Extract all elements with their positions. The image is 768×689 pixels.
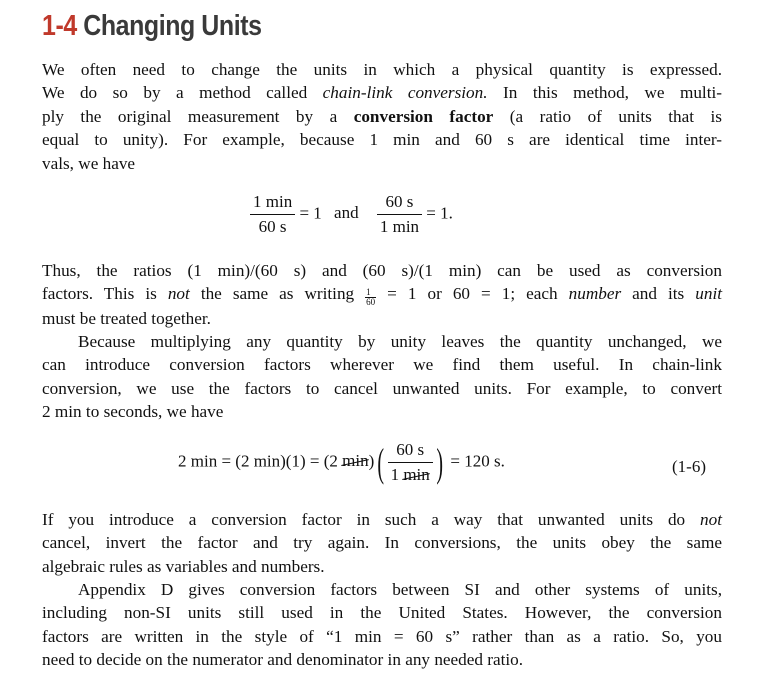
- equation-conversion: 2 min = (2 min)(1) = (2 min)( $\frac{60 s}{1 \min}$ ) = 120 s.: [178, 439, 505, 485]
- equation-and: and: [334, 203, 359, 223]
- section-title: Changing Units: [83, 10, 262, 42]
- paragraph-line: vals, we have: [42, 153, 136, 173]
- fraction-min-over-s: $\frac{1 \min}{60 s}$: [250, 192, 295, 237]
- paragraph-line: factors. This is not the same as writing $\frac{1}{60}$ = 1 or 60 = 1; each number and its unit: [42, 284, 722, 308]
- paragraph-line: factors are written in the style of “1 min = 60 s” rather than as a ratio. So, you: [42, 626, 722, 646]
- term-conversion-factor: conversion factor: [353, 106, 494, 126]
- paragraph-line: can introduce conversion factors wherever we find them useful. In chain-link: [42, 355, 722, 375]
- paragraph-line: equal to unity). For example, because 1 min and 60 s are identical time inter-: [42, 130, 722, 150]
- paragraph-appendix: [42, 578, 722, 672]
- paragraph-line: need to decide on the numerator and denominator in any needed ratio.: [42, 650, 524, 670]
- paragraph-multiplying: [42, 330, 722, 424]
- paragraph-intro: [42, 58, 722, 175]
- paragraph-line: Because multiplying any quantity by unity leaves the quantity unchanged, we: [78, 332, 722, 351]
- paragraph-line: cancel, invert the factor and try again. In conversions, the units obey the same: [42, 533, 722, 553]
- equation-ratios: $\frac{1 \min}{60 s}$ = 1 and $\frac{60 s}{1 \min}$ = 1.: [250, 192, 453, 237]
- paragraph-line: We do so by a method called chain-link conversion. In this method, we multi-: [42, 83, 722, 103]
- term-chain-link: chain-link conversion.: [322, 83, 488, 103]
- paragraph-line: If you introduce a conversion factor in such a way that unwanted units do not: [42, 510, 722, 529]
- section-number: 1-4: [42, 10, 77, 42]
- paragraph-line: ply the original measurement by a conversion factor (a ratio of units that is: [42, 106, 722, 126]
- section-heading: [42, 10, 262, 43]
- fraction-conversion: $\frac{60 s}{1 \min}$: [388, 440, 433, 485]
- paragraph-line: including non-SI units still used in the United States. However, the conversion: [42, 603, 722, 623]
- equation-label: (1-6): [672, 457, 706, 476]
- paragraph-line: algebraic rules as variables and numbers.: [42, 556, 325, 576]
- paragraph-line: must be treated together.: [42, 309, 211, 329]
- paragraph-ratios: [42, 259, 722, 331]
- small-fraction: $\frac{1}{60}$: [366, 287, 376, 308]
- paragraph-line: conversion, we use the factors to cancel unwanted units. For example, to convert: [42, 378, 722, 398]
- paragraph-line: Thus, the ratios (1 min)/(60 s) and (60 s)/(1 min) can be used as conversion: [42, 261, 722, 280]
- fraction-s-over-min: $\frac{60 s}{1 \min}$: [377, 192, 422, 237]
- paragraph-line: 2 min to seconds, we have: [42, 402, 224, 422]
- paragraph-invert: [42, 508, 722, 578]
- paragraph-line: Appendix D gives conversion factors between SI and other systems of units,: [78, 580, 722, 599]
- paragraph-line: We often need to change the units in which a physical quantity is expressed.: [42, 60, 722, 79]
- cancelled-unit: min: [342, 451, 369, 471]
